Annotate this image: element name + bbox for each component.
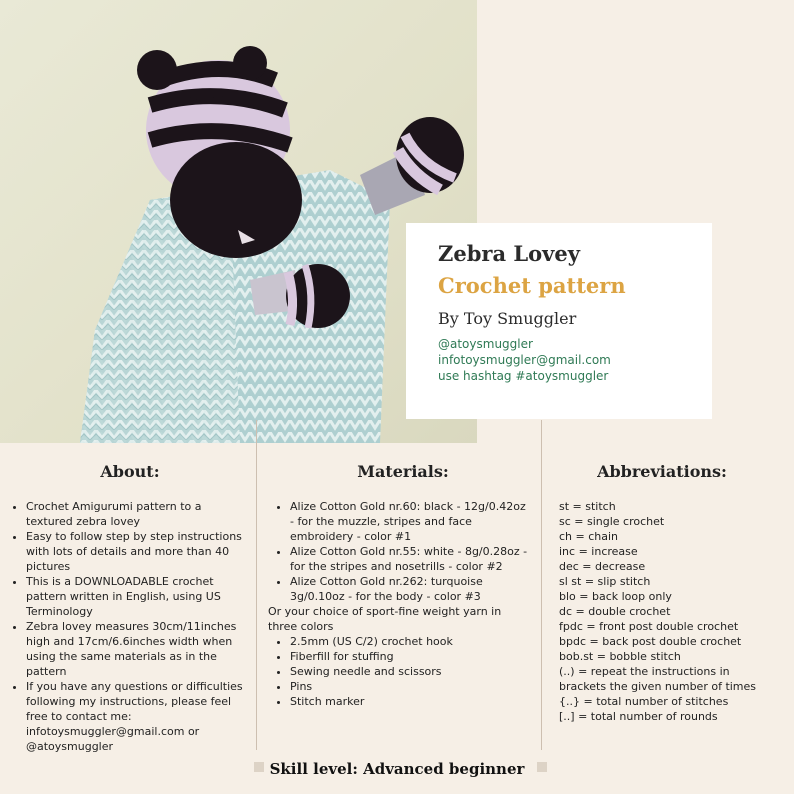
list-item: • Stitch marker [290, 694, 532, 709]
list-item: • Pins [290, 679, 532, 694]
list-item: inc = increase [559, 545, 638, 558]
skill-level: Skill level: Advanced beginner [269, 760, 525, 778]
list-item: bob.st = bobble stitch [559, 650, 681, 663]
list-item: • Crochet Amigurumi pattern to a textured zebra lovey [26, 499, 250, 529]
list-item: st = stitch [559, 500, 616, 513]
contact-email: infotoysmuggler@gmail.com [438, 353, 611, 367]
list-item: bpdc = back post double crochet [559, 635, 742, 648]
materials-heading: Materials: [357, 462, 449, 481]
list-item: dc = double crochet [559, 605, 671, 618]
about-list [10, 499, 250, 754]
title-card [406, 223, 712, 419]
list-item: • Alize Cotton Gold nr.262: turquoise 3g/0.10oz - for the body - color #3 [290, 574, 532, 604]
materials-yarn-list [274, 499, 532, 604]
list-item: sc = single crochet [559, 515, 665, 528]
list-item: [..] = total number of rounds [559, 710, 718, 723]
column-divider-1 [256, 420, 257, 750]
abbreviations-list [559, 499, 765, 724]
social-handle: @atoysmuggler [438, 337, 533, 351]
list-item: • Fiberfill for stuffing [290, 649, 532, 664]
list-item: blo = back loop only [559, 590, 672, 603]
list-item: • If you have any questions or difficulties following my instructions, please feel free to contact me: infotoysmuggler@gmail.com or @atoysmuggler [26, 679, 250, 754]
list-item: • Easy to follow step by step instructions with lots of details and more than 40 pictures [26, 529, 250, 574]
list-item: {..} = total number of stitches [559, 695, 729, 708]
about-section [10, 462, 250, 754]
list-item: • Alize Cotton Gold nr.55: white - 8g/0.28oz - for the stripes and nosetrills - color #2 [290, 544, 532, 574]
list-item: sl st = slip stitch [559, 575, 651, 588]
list-item: • 2.5mm (US C/2) crochet hook [290, 634, 532, 649]
list-item: fpdc = front post double crochet [559, 620, 739, 633]
list-item: • Zebra lovey measures 30cm/11inches high and 17cm/6.6inches width when using the same materials as in the pattern [26, 619, 250, 679]
list-item: • Alize Cotton Gold nr.60: black - 12g/0.42oz - for the muzzle, stripes and face embroidery - color #1 [290, 499, 532, 544]
list-item: • This is a DOWNLOADABLE crochet pattern written in English, using US Terminology [26, 574, 250, 619]
list-item: • Sewing needle and scissors [290, 664, 532, 679]
abbreviations-section [559, 462, 765, 724]
pattern-author: By Toy Smuggler [438, 309, 577, 328]
hashtag-line: use hashtag #atoysmuggler [438, 369, 609, 383]
list-item: dec = decrease [559, 560, 646, 573]
column-divider-2 [541, 420, 542, 750]
materials-tools-list [274, 634, 532, 709]
about-heading: About: [100, 462, 160, 481]
list-item: (..) = repeat the instructions in brackets the given number of times [559, 665, 757, 693]
pattern-title: Zebra Lovey [438, 241, 580, 266]
list-item: ch = chain [559, 530, 619, 543]
abbreviations-heading: Abbreviations: [597, 462, 727, 481]
pattern-subtitle: Crochet pattern [438, 273, 626, 298]
materials-note: Or your choice of sport-fine weight yarn in three colors [268, 605, 502, 633]
materials-section [268, 462, 532, 709]
